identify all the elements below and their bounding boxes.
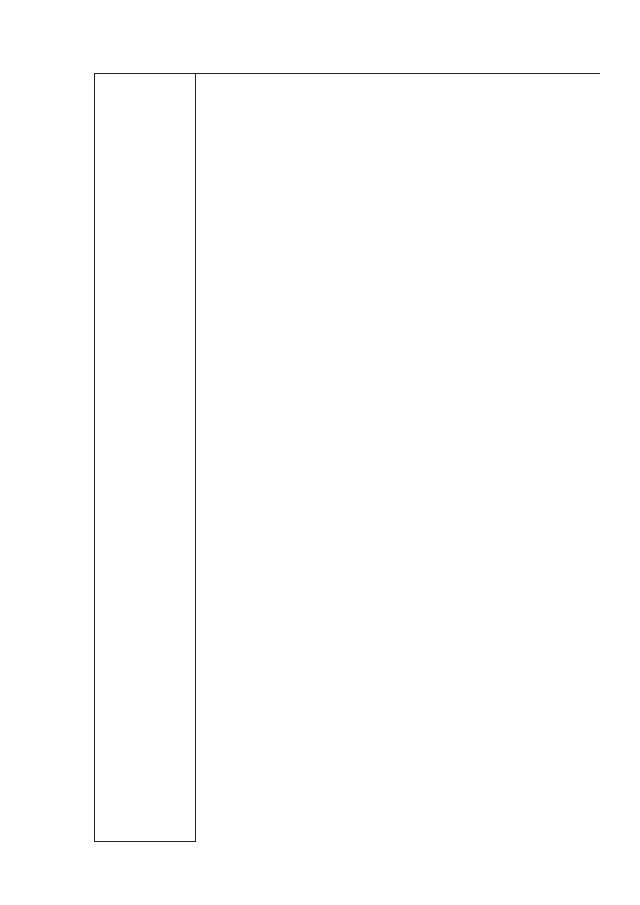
table-column-divider — [195, 74, 196, 842]
table-left-cell-bottom-border — [95, 841, 195, 842]
funding-table — [94, 73, 600, 842]
